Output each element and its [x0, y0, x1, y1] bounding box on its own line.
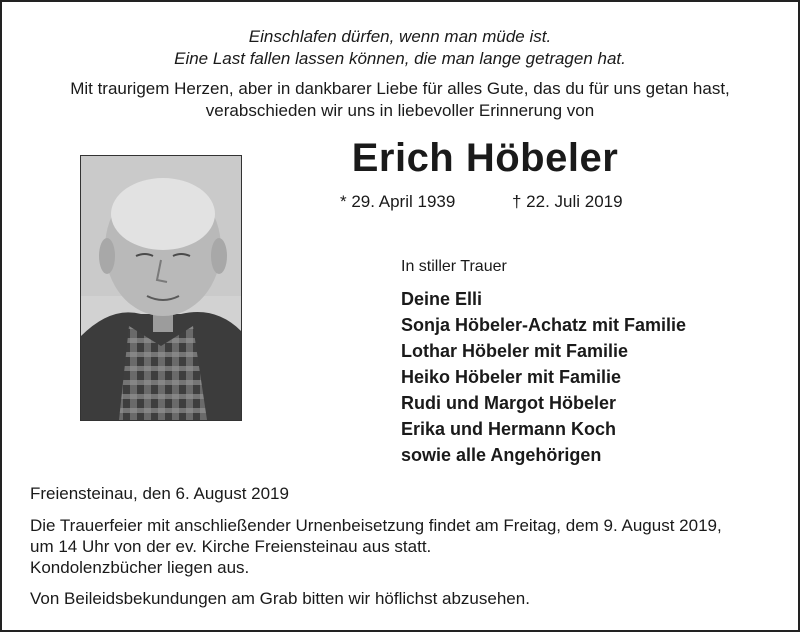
portrait-photo-icon — [81, 156, 241, 420]
intro-text — [0, 78, 800, 122]
ceremony-line-2: um 14 Uhr von der ev. Kirche Freiensteinau aus statt. — [30, 537, 432, 556]
quote-line-1: Einschlafen dürfen, wenn man müde ist. — [248, 27, 552, 46]
ceremony-line-1: Die Trauerfeier mit anschließender Urnenbeisetzung findet am Freitag, dem 9. August 2019, — [30, 516, 722, 535]
ceremony-info — [30, 515, 790, 578]
condolence-request: Von Beileidsbekundungen am Grab bitten wir höflichst abzusehen. — [30, 589, 530, 608]
mourner-name: Erika und Hermann Koch — [401, 419, 617, 439]
mourning-heading: In stiller Trauer — [401, 258, 507, 275]
intro-line-2: verabschieden wir uns in liebevoller Erinnerung von — [205, 101, 595, 120]
place-date: Freiensteinau, den 6. August 2019 — [30, 484, 289, 503]
death-date: † 22. Juli 2019 — [512, 192, 623, 211]
mourner-name: Rudi und Margot Höbeler — [401, 393, 616, 413]
mourner-name: Sonja Höbeler-Achatz mit Familie — [401, 315, 687, 335]
mourner-name: Heiko Höbeler mit Familie — [401, 367, 622, 387]
ceremony-line-3: Kondolenzbücher liegen aus. — [30, 558, 250, 577]
quote — [0, 26, 800, 70]
portrait-photo — [80, 155, 242, 421]
mourner-name: sowie alle Angehörigen — [401, 445, 602, 465]
mourner-name: Deine Elli — [401, 289, 483, 309]
mourner-name: Lothar Höbeler mit Familie — [401, 341, 629, 361]
mourners-list — [401, 286, 686, 468]
quote-line-2: Eine Last fallen lassen können, die man lange getragen hat. — [174, 49, 626, 68]
deceased-name: Erich Höbeler — [351, 136, 619, 180]
birth-date: * 29. April 1939 — [340, 192, 456, 211]
intro-line-1: Mit traurigem Herzen, aber in dankbarer Liebe für alles Gute, das du für uns getan hast, — [70, 79, 730, 98]
